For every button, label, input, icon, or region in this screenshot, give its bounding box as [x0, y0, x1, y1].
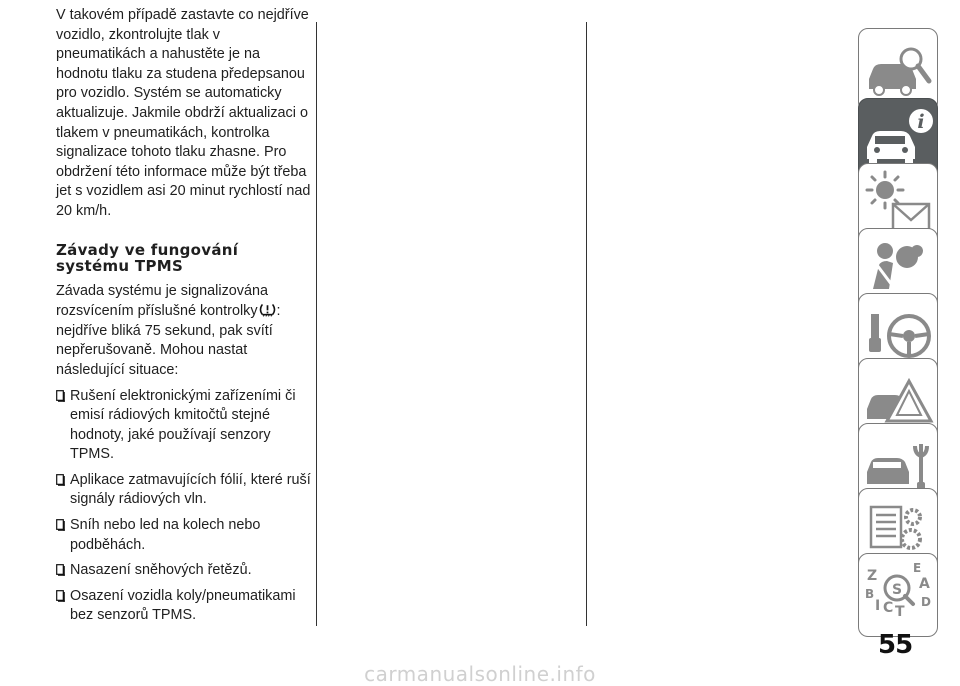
svg-text:E: E	[913, 561, 922, 575]
text-column	[56, 6, 312, 632]
list-item	[56, 516, 312, 555]
page-number: 55	[878, 630, 913, 660]
list-item-text: Aplikace zatmavujících fólií, které ruší signály rádiových vln.	[70, 471, 311, 508]
checkbox-icon	[56, 474, 65, 486]
checkbox-icon	[56, 590, 65, 602]
list-item-text: Osazení vozidla koly/pneumatikami bez senzorů TPMS.	[70, 587, 296, 624]
checkbox-icon	[56, 564, 65, 576]
failure-text-2: : nejdříve bliká 75 sekund, pak svítí nepřerušovaně. Mohou nastat následující situace:	[56, 303, 281, 378]
intro-paragraph: V takovém případě zastavte co nejdříve vozidlo, zkontrolujte tlak v pneumatikách a nahustěte je na hodnotu tlaku za studena předepsanou pro vozidlo. Systém se automaticky aktualizuje. Jakmile obdrží aktualizaci o tlakem v pneumatikách, kontrolka signalizace tohoto tlaku zhasne. Pro obdržení této informace může být třeba jet s vozidlem asi 20 minut rychlostí nad 20 km/h.	[56, 7, 311, 219]
svg-text:A: A	[919, 576, 930, 592]
heading-line-2: systému TPMS	[56, 256, 184, 275]
failure-text-1: Závada systému je signalizována rozsvícením příslušné kontrolky	[56, 282, 268, 320]
list-item	[56, 387, 312, 465]
situation-list	[56, 387, 312, 627]
list-item	[56, 587, 312, 626]
list-item-text: Rušení elektronickými zařízeními či emisí rádiových kmitočtů stejné hodnoty, jaké používají senzory TPMS.	[70, 387, 296, 463]
svg-text:C: C	[883, 600, 894, 616]
tpms-warning-icon	[259, 301, 276, 318]
checkbox-icon	[56, 390, 65, 402]
svg-text:D: D	[921, 595, 931, 609]
checkbox-icon	[56, 519, 65, 531]
svg-text:S: S	[891, 582, 903, 598]
svg-text:B: B	[865, 587, 875, 601]
svg-text:i: i	[917, 111, 925, 133]
column-divider-left	[316, 22, 317, 626]
tab-index[interactable]	[858, 553, 938, 637]
column-divider-right	[586, 22, 587, 626]
failure-paragraph	[56, 282, 312, 381]
svg-text:T: T	[895, 604, 905, 620]
list-item-text: Nasazení sněhových řetězů.	[70, 562, 252, 579]
list-item-text: Sníh nebo led na kolech nebo podběhách.	[70, 517, 261, 553]
alphabet-index-icon	[859, 554, 937, 636]
heading-line-1: Závady ve fungování	[56, 240, 239, 259]
list-item	[56, 471, 312, 510]
list-item	[56, 561, 312, 581]
svg-text:I: I	[875, 598, 881, 614]
section-heading	[56, 242, 312, 274]
watermark: carmanualsonline.info	[364, 662, 596, 686]
svg-text:Z: Z	[867, 568, 878, 584]
